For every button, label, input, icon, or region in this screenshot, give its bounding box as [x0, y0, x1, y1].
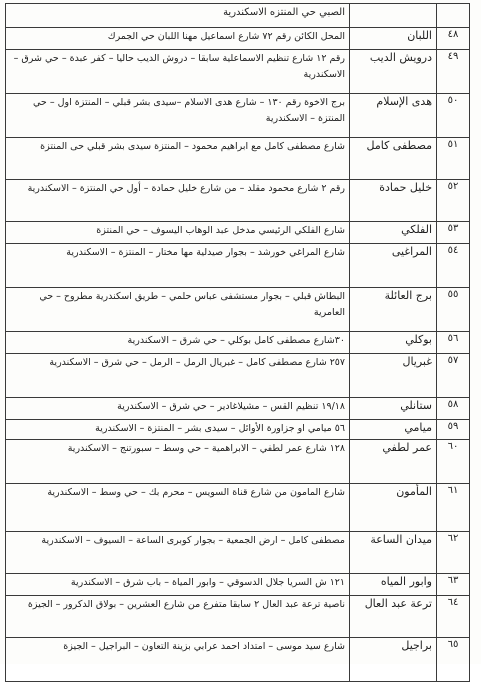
branch-name	[350, 4, 437, 28]
branch-address: ١٢١ ش السريا جلال الدسوقي – وابور المياة – باب شرق – الاسكندرية	[6, 574, 350, 596]
branch-name: مصطفى كامل	[350, 138, 437, 180]
table-row	[6, 484, 470, 532]
table-row	[6, 332, 470, 354]
row-number: ٥٥	[437, 288, 470, 332]
table-row	[6, 138, 470, 180]
branch-address: رقم ١٢ شارع تنظيم الاسماعلية سابقا – دروش الديب حاليا – كفر عبدة – حي شرق – الاسكندرية	[6, 50, 350, 94]
branch-address: ١٩/١٨ تنظيم القس – مشيلاغادير – حي شرق – الاسكندرية	[6, 398, 350, 420]
row-number: ٤٨	[437, 28, 470, 50]
table-row	[6, 94, 470, 138]
branch-address: برج الاخوة رقم ١٣٠ – شارع هدى الاسلام –سيدى بشر قبلي – المنتزة اول – حي المنتزة – الاسكندرية	[6, 94, 350, 138]
branch-address: الصبي حي المنتزه الاسكندرية	[6, 4, 350, 28]
branch-name: خليل حمادة	[350, 180, 437, 222]
branch-name: درويش الديب	[350, 50, 437, 94]
branch-name: هدى الإسلام	[350, 94, 437, 138]
branch-name: المراغيى	[350, 244, 437, 288]
row-number: ٥٣	[437, 222, 470, 244]
table-row	[6, 398, 470, 420]
row-number: ٦٢	[437, 532, 470, 574]
row-number: ٥٢	[437, 180, 470, 222]
branch-name: غبريال	[350, 354, 437, 398]
row-number: ٥١	[437, 138, 470, 180]
table-row	[6, 288, 470, 332]
table-row	[6, 50, 470, 94]
branch-address: شارع المراغي خورشد – بجوار صيدلية مها مختار – المنتزة – الاسكندرية	[6, 244, 350, 288]
branch-name: ميدان الساعة	[350, 532, 437, 574]
table-row	[6, 596, 470, 638]
branch-address: ٣٠شارع مصطفى كامل بوكلي – حي شرق – الاسكندرية	[6, 332, 350, 354]
table-row	[6, 244, 470, 288]
row-number: ٥٧	[437, 354, 470, 398]
table-row	[6, 420, 470, 440]
table-row	[6, 354, 470, 398]
branch-address: ٥٦ ميامي او جزاورة الأوائل – سيدى بشر – المنتزة – الاسكندرية	[6, 420, 350, 440]
table-row	[6, 440, 470, 484]
branch-name: براجيل	[350, 638, 437, 682]
row-number: ٥٠	[437, 94, 470, 138]
branch-name: برج العائلة	[350, 288, 437, 332]
branch-address: البطاش قبلي – بجوار مستشفى عباس حلمي – طريق اسكندرية مطروح – حي العامرية	[6, 288, 350, 332]
branch-name: وابور المياه	[350, 574, 437, 596]
row-number: ٦٠	[437, 440, 470, 484]
row-number: ٦٤	[437, 596, 470, 638]
branch-name: ستانلي	[350, 398, 437, 420]
row-number: ٦١	[437, 484, 470, 532]
row-number: ٤٩	[437, 50, 470, 94]
branch-address: مصطفى كامل – ارض الجمعية – بجوار كوبرى الساعة – السيوف – الاسكندرية	[6, 532, 350, 574]
branch-address: شارع الفلكي الرئيسي مدخل عبد الوهاب اليسوف – حي المنتزة	[6, 222, 350, 244]
branch-name: ترعة عبد العال	[350, 596, 437, 638]
row-number: ٥٨	[437, 398, 470, 420]
branch-name: المأمون	[350, 484, 437, 532]
table-row	[6, 532, 470, 574]
branch-address: شارع المامون من شارع قناة السويس – محرم بك – حي وسط – الاسكندرية	[6, 484, 350, 532]
table-row	[6, 638, 470, 682]
table-row	[6, 222, 470, 244]
branch-address: شارع سيد موسى – امتداد احمد عرابي بزينة التعاون – البراجيل – الجيزة	[6, 638, 350, 682]
row-number: ٦٥	[437, 638, 470, 682]
branches-table	[5, 3, 470, 682]
table-row	[6, 4, 470, 28]
branch-name: عمر لطفي	[350, 440, 437, 484]
branch-address: المحل الكائن رقم ٧٢ شارع اسماعيل مهنا اللبان حي الجمرك	[6, 28, 350, 50]
row-number: ٥٤	[437, 244, 470, 288]
table-row	[6, 28, 470, 50]
branch-address: ٢٥٧ شارع مصطفى كامل – غبريال الرمل – الرمل – حي شرق – الاسكندرية	[6, 354, 350, 398]
branch-name: ميامي	[350, 420, 437, 440]
branch-address: شارع مصطفى كامل مع ابراهيم محمود – المنتزة سيدى بشر قبلي حى المنتزة	[6, 138, 350, 180]
row-number: ٥٩	[437, 420, 470, 440]
branch-name: بوكلي	[350, 332, 437, 354]
table-row	[6, 180, 470, 222]
branch-name: اللبان	[350, 28, 437, 50]
row-number: ٦٣	[437, 574, 470, 596]
branch-address: ناصية ترعة عبد العال ٢ سابقا متفرع من شارع العشرين – بولاق الدكرور – الجيزة	[6, 596, 350, 638]
table-row	[6, 574, 470, 596]
row-number: ٥٦	[437, 332, 470, 354]
branch-address: ١٢٨ شارع عمر لطفي – الابراهمية – حي وسط – سبورتنج – الاسكندرية	[6, 440, 350, 484]
branch-address: رقم ٢ شارع محمود مقلد – من شارع خليل حمادة – أول حي المنتزة – الاسكندرية	[6, 180, 350, 222]
branch-name: الفلكي	[350, 222, 437, 244]
row-number	[437, 4, 470, 28]
